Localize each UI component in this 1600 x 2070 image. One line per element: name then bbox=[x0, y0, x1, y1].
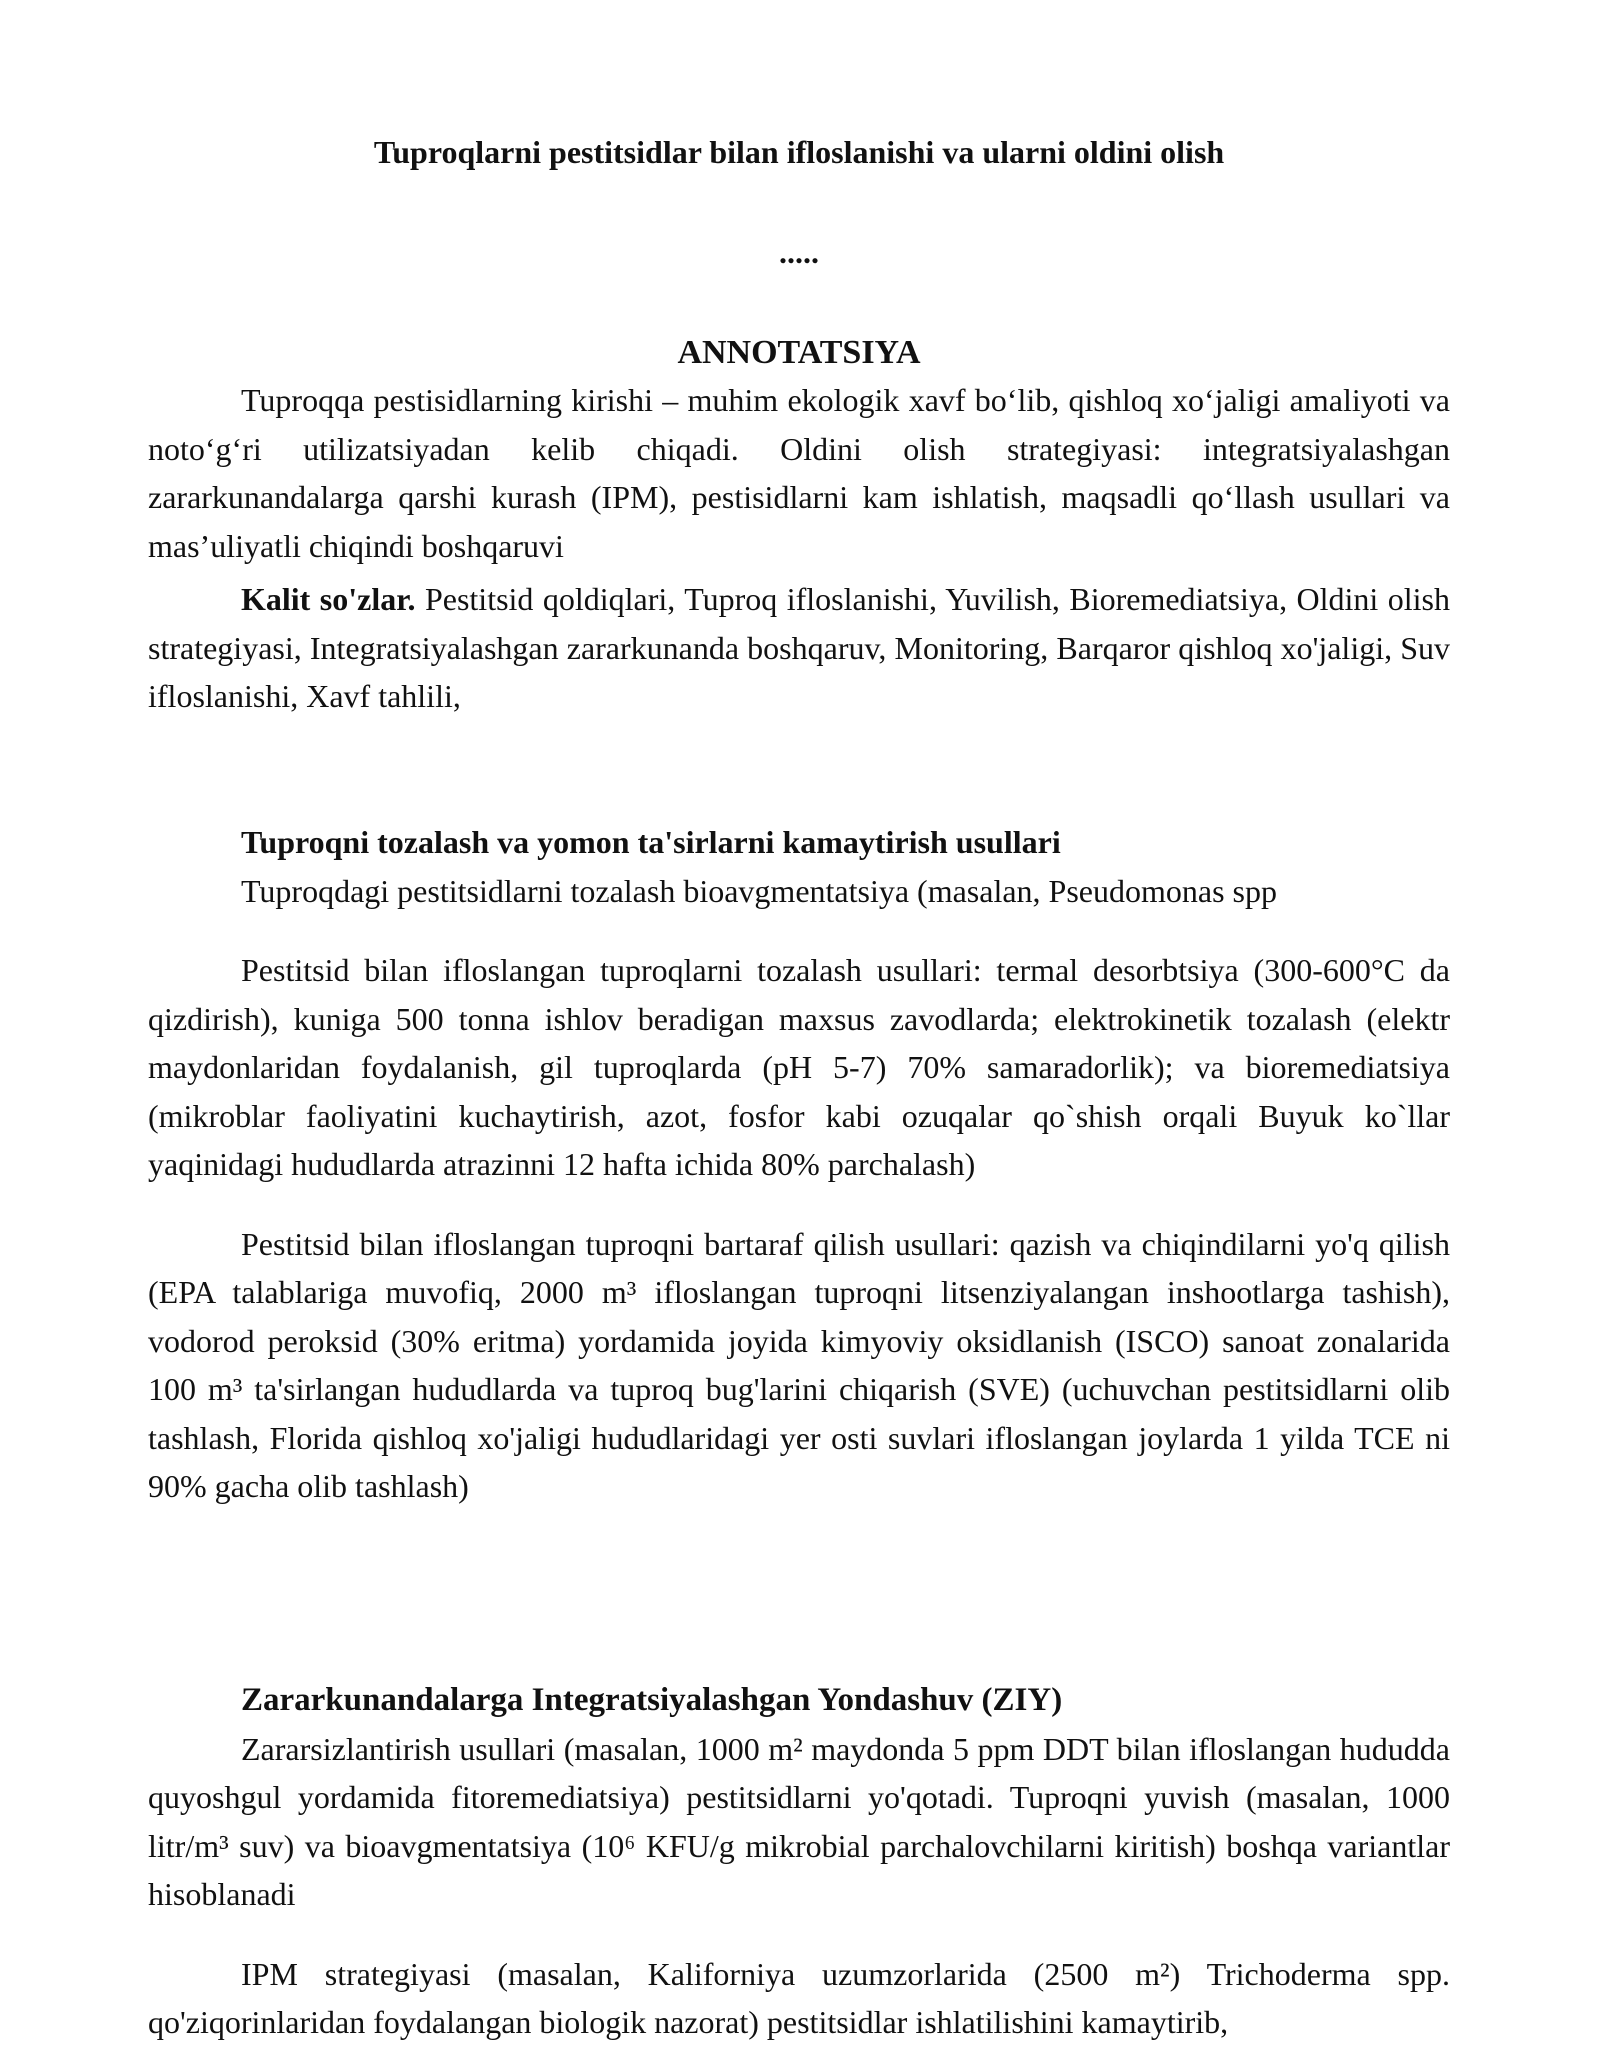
document-title: Tuproqlarni pestitsidlar bilan ifloslanishi va ularni oldini olish bbox=[373, 134, 1225, 170]
authors-placeholder: ..... bbox=[779, 234, 819, 270]
section-cleanup-paragraph-2: Pestitsid bilan ifloslangan tuproqlarni tozalash usullari: termal desorbtsiya (300-600°C da qizdirish), kuniga 500 tonna ishlov beradigan maxsus zavodlarda; elektrokinetik tozalash (elektr maydonlaridan foydalanish, gil tuproqlarda (pH 5-7) 70% samaradorlik); va bioremediatsiya (mikroblar faoliyatini kuchaytirish, azot, fosfor kabi ozuqalar qo`shish orqali Buyuk ko`llar yaqinidagi hududlarda atrazinni 12 hafta ichida 80% parchalash) bbox=[148, 952, 1450, 1182]
section-ipm bbox=[148, 1676, 1450, 2047]
keywords-paragraph bbox=[148, 575, 1450, 721]
keywords-text: Pestitsid qoldiqlari, Tuproq ifloslanishi, Yuvilish, Bioremediatsiya, Oldini olish strategiyasi, Integratsiyalashgan zararkunanda boshqaruv, Monitoring, Barqaror qishloq xo'jaligi, Suv ifloslanishi, Xavf tahlili, bbox=[148, 581, 1451, 714]
section-heading-ipm: Zararkunandalarga Integratsiyalashgan Yondashuv (ZIY) bbox=[241, 1682, 1063, 1718]
keywords-label: Kalit so'zlar. bbox=[241, 581, 416, 617]
annotation-heading: ANNOTATSIYA bbox=[677, 334, 921, 371]
section-cleanup bbox=[148, 818, 1450, 1511]
section-ipm-paragraph-1: Zararsizlantirish usullari (masalan, 1000 m² maydonda 5 ppm DDT bilan ifloslangan hududda quyoshgul yordamida fitoremediatsiya) pestitsidlarni yo'qotadi. Tuproqni yuvish (masalan, 1000 litr/m³ suv) va bioavgmentatsiya (10⁶ KFU/g mikrobial parchalovchilarni kiritish) boshqa variantlar hisoblanadi bbox=[148, 1730, 1450, 1912]
section-cleanup-paragraph-3: Pestitsid bilan ifloslangan tuproqni bartaraf qilish usullari: qazish va chiqindilarni yo'q qilish (EPA talablariga muvofiq, 2000 m³ ifloslangan tuproqni litsenziyalangan inshootlarga tashish), vodorod peroksid (30% eritma) yordamida joyida kimyoviy oksidlanish (ISCO) sanoat zonalarida 100 m³ ta'sirlangan hududlarda va tuproq bug'larini chiqarish (SVE) (uchuvchan pestitsidlarni olib tashlash, Florida qishloq xo'jaligi hududlaridagi yer osti suvlari ifloslangan joylarda 1 yilda TCE ni 90% gacha olib tashlash) bbox=[148, 1225, 1450, 1504]
section-ipm-paragraph-2: IPM strategiyasi (masalan, Kaliforniya uzumzorlarida (2500 m²) Trichoderma spp. qo'ziqorinlaridan foydalangan biologik nazorat) pestitsidlar ishlatilishini kamaytirib, bbox=[148, 1955, 1450, 2040]
annotation-block bbox=[148, 376, 1450, 721]
section-heading-cleanup: Tuproqni tozalash va yomon ta'sirlarni kamaytirish usullari bbox=[241, 824, 1061, 860]
section-cleanup-paragraph-1: Tuproqdagi pestitsidlarni tozalash bioavgmentatsiya (masalan, Pseudomonas spp bbox=[241, 872, 1277, 909]
annotation-text: Tuproqqa pestisidlarning kirishi – muhim ekologik xavf bo‘lib, qishloq xo‘jaligi amaliyoti va noto‘g‘ri utilizatsiyadan kelib chiqadi. Oldini olish strategiyasi: integratsiyalashgan zararkunandalarga qarshi kurash (IPM), pestisidlarni kam ishlatish, maqsadli qo‘llash usullari va mas’uliyatli chiqindi boshqaruvi bbox=[148, 382, 1450, 564]
